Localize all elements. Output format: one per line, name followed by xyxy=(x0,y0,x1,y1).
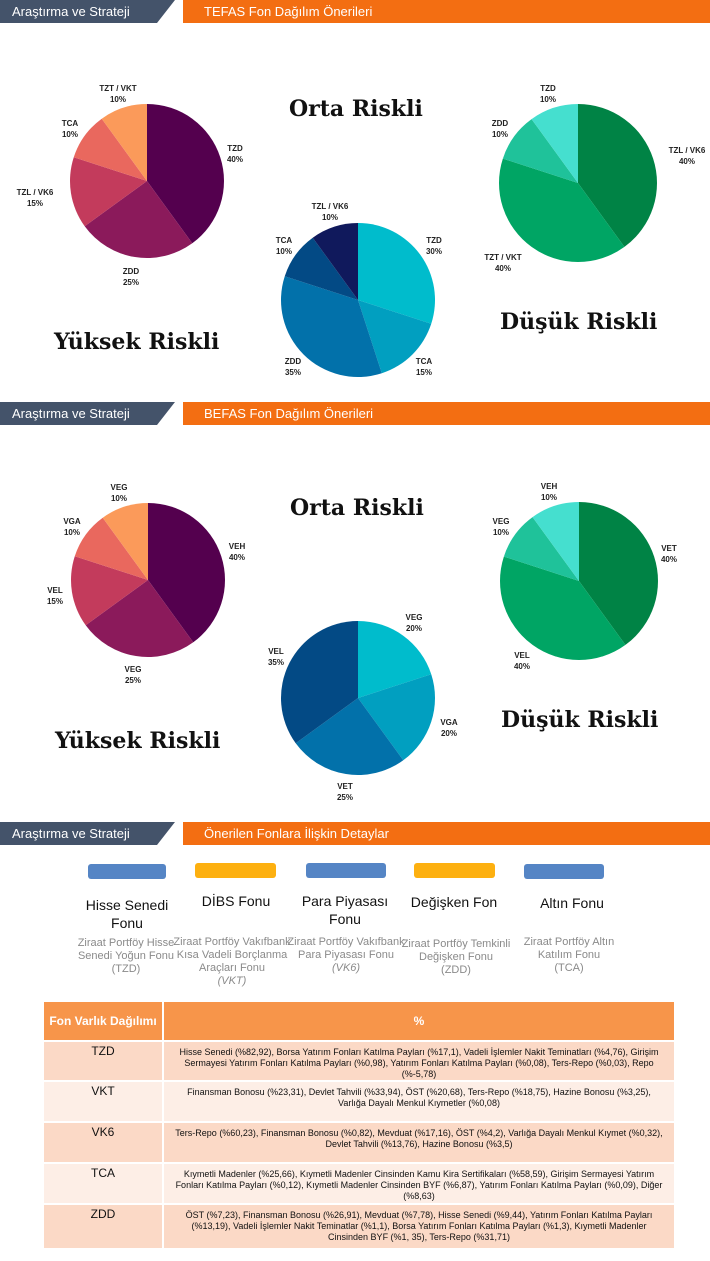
fund-color-bar xyxy=(524,864,604,879)
banner-title: Önerilen Fonlara İlişkin Detaylar xyxy=(204,826,389,841)
banner-left-label: Araştırma ve Strateji xyxy=(12,4,130,19)
pie-slice-label: TCA xyxy=(61,119,79,128)
fund-desc-hisse xyxy=(66,937,186,976)
pie-slice-label: ZDD xyxy=(122,267,140,276)
fund-desc-text: Ziraat Portföy Temkinli Değişken Fonu xyxy=(401,938,511,963)
table-cell-detail: Ters-Repo (%60,23), Finansman Bonosu (%0,82), Mevduat (%17,16), ÖST (%4,2), Varlığa Dayalı Menkul Kıymet (%0,32), Devlet Tahvili (%13,76), Hazine Bonosu (%3,5) xyxy=(163,1122,674,1163)
table-cell-detail: Hisse Senedi (%82,92), Borsa Yatırım Fonları Katılma Payları (%17,1), Vadeli İşlemler Nakit Teminatları (%4,76), Girişim Sermayesi Yatırım Fonları Katılma Payları (%0,98), Yatırım Fonları Katılma Payları (%0,08), Ters-Repo (%0,03), Repo (%-5,78) xyxy=(163,1041,674,1081)
pie-slice-value: 15% xyxy=(46,597,64,606)
table-row xyxy=(44,1041,674,1081)
pie-befas-orta xyxy=(268,613,458,802)
pie-slice-value: 10% xyxy=(539,95,557,104)
table-cell-detail: ÖST (%7,23), Finansman Bonosu (%26,91), Mevduat (%7,78), Hisse Senedi (%9,44), Yatırım Fonları Katılma Payları (%13,19), Vadeli İşlemler Nakit Teminatlar (%1,1), Borsa Yatırım Fonları Katılma Payları (%1,3), Kıymetli Madenler Cinsinden BYF (%1, 35), Ters-Repo (%31,71) xyxy=(163,1204,674,1248)
fund-desc-altin xyxy=(509,936,629,975)
pie-slice-label: VEH xyxy=(540,482,558,491)
banner-left-label: Araştırma ve Strateji xyxy=(12,406,130,421)
pie-slice-label: TZL / VK6 xyxy=(311,202,349,211)
pie-slice-label: VEH xyxy=(228,542,246,551)
pie-slice-label: TZD xyxy=(426,236,442,245)
fund-title-degisken: Değişken Fon xyxy=(410,894,498,910)
table-cell-code: TCA xyxy=(44,1163,163,1204)
pie-slice-value: 20% xyxy=(440,729,458,738)
pie-slice-label: VET xyxy=(661,544,677,553)
pie-slice-label: ZDD xyxy=(284,357,302,366)
fund-title-altin: Altın Fonu xyxy=(540,895,604,911)
pie-tefas-orta xyxy=(276,202,442,377)
table-cell-code: ZDD xyxy=(44,1204,163,1248)
pie-slice-label: TZD xyxy=(227,144,243,153)
pie-slice-value: 30% xyxy=(425,247,443,256)
tefas-yuksek-title: Yüksek Riskli xyxy=(54,329,220,355)
fund-color-bar xyxy=(414,863,495,878)
pie-slice-value: 15% xyxy=(415,368,433,377)
pie-slice-label: ZDD xyxy=(491,119,509,128)
pie-slice-value: 15% xyxy=(26,199,44,208)
fund-desc-dibs xyxy=(169,936,295,988)
pie-slice-label: TZL / VK6 xyxy=(16,188,54,197)
fund-allocation-table xyxy=(44,1002,674,1248)
table-cell-code: VK6 xyxy=(44,1122,163,1163)
pie-slice-value: 40% xyxy=(226,155,244,164)
pie-slice-label: TCA xyxy=(415,357,433,366)
pie-slice-label: TZT / VKT xyxy=(484,253,522,262)
pie-slice-label: VEL xyxy=(47,586,63,595)
table-row xyxy=(44,1081,674,1122)
pie-slice-value: 35% xyxy=(267,658,285,667)
table-cell-detail: Finansman Bonosu (%23,31), Devlet Tahvili (%33,94), ÖST (%20,68), Ters-Repo (%18,75), Hazine Bonosu (%3,25), Varlığa Dayalı Menkul Kıymetler (%0,08) xyxy=(163,1081,674,1122)
table-row xyxy=(44,1163,674,1204)
pie-slice-label: VEL xyxy=(268,647,284,656)
pie-befas-yuksek xyxy=(47,483,245,685)
table-row xyxy=(44,1122,674,1163)
pie-slice-label: TCA xyxy=(275,236,293,245)
pie-slice-value: 40% xyxy=(660,555,678,564)
table-cell-code: TZD xyxy=(44,1041,163,1081)
banner-title: TEFAS Fon Dağılım Önerileri xyxy=(204,4,373,19)
table-header-fon: Fon Varlık Dağılımı xyxy=(44,1002,163,1041)
fund-desc-text: Ziraat Portföy Vakıfbank Para Piyasası Fonu xyxy=(287,936,405,961)
pie-slice-value: 10% xyxy=(275,247,293,256)
pie-slice-value: 25% xyxy=(122,278,140,287)
table-cell-detail: Kıymetli Madenler (%25,66), Kıymetli Madenler Cinsinden Kamu Kira Sertifikaları (%58,59), Girişim Sermayesi Yatırım Fonları Katılma Payları (%0,12), Kıymetli Madenler Cinsinden BYF (%6,87), Yatırım Fonları Katılma Payları (%0,09), Diğer (%8,63) xyxy=(163,1163,674,1204)
pie-slice-value: 20% xyxy=(405,624,423,633)
pie-slice-value: 10% xyxy=(63,528,81,537)
befas-dusuk-title: Düşük Riskli xyxy=(501,707,659,733)
pie-slice-label: TZD xyxy=(540,84,556,93)
befas-yuksek-title: Yüksek Riskli xyxy=(55,728,221,754)
pie-slice-value: 10% xyxy=(492,528,510,537)
pie-slice-label: VEG xyxy=(124,665,142,674)
pie-tefas-yuksek xyxy=(17,84,243,287)
pie-slice-value: 10% xyxy=(491,130,509,139)
pie-slice-label: VEG xyxy=(405,613,423,622)
fund-color-bar xyxy=(306,863,386,878)
pie-slice-label: VGA xyxy=(440,718,458,727)
fund-desc-text: Ziraat Portföy Altın Katılım Fonu xyxy=(523,936,615,961)
pie-slice-value: 10% xyxy=(109,95,127,104)
fund-color-bar xyxy=(195,863,276,878)
fund-desc-para xyxy=(286,936,406,975)
fund-code: (VK6) xyxy=(331,962,361,974)
pie-slice-value: 25% xyxy=(336,793,354,802)
pie-slice-value: 10% xyxy=(540,493,558,502)
pie-slice-value: 10% xyxy=(110,494,128,503)
fund-desc-text: Ziraat Portföy Vakıfbank Kısa Vadeli Borçlanma Araçları Fonu xyxy=(173,936,291,974)
pie-slice-label: TZT / VKT xyxy=(99,84,137,93)
pie-slice-label: VEG xyxy=(110,483,128,492)
fund-desc-text: Ziraat Portföy Hisse Senedi Yoğun Fonu xyxy=(77,937,175,962)
tefas-dusuk-title: Düşük Riskli xyxy=(500,309,658,335)
pie-slice-value: 40% xyxy=(678,157,696,166)
fund-code: (ZDD) xyxy=(441,964,471,976)
pie-slice-label: VEL xyxy=(514,651,530,660)
fund-title-para: Para Piyasası Fonu xyxy=(301,893,389,927)
table-row xyxy=(44,1204,674,1248)
pie-slice-value: 40% xyxy=(494,264,512,273)
pie-slice-label: VGA xyxy=(63,517,81,526)
pie-befas-dusuk xyxy=(493,482,677,671)
banner-title: BEFAS Fon Dağılım Önerileri xyxy=(204,406,374,421)
fund-desc-degisken xyxy=(396,938,516,977)
pie-slice-value: 40% xyxy=(228,553,246,562)
fund-title-dibs: DİBS Fonu xyxy=(201,893,271,909)
pie-slice-value: 10% xyxy=(321,213,339,222)
pie-slice-label: VEG xyxy=(492,517,510,526)
pie-slice-value: 10% xyxy=(61,130,79,139)
table-cell-code: VKT xyxy=(44,1081,163,1122)
pie-slice-label: TZL / VK6 xyxy=(668,146,706,155)
pie-slice-label: VET xyxy=(337,782,353,791)
pie-tefas-dusuk xyxy=(484,84,706,273)
fund-code: (TZD) xyxy=(111,963,141,975)
fund-code: (TCA) xyxy=(554,962,584,974)
pie-slice-value: 35% xyxy=(284,368,302,377)
pie-slice-value: 25% xyxy=(124,676,142,685)
pie-slice-value: 40% xyxy=(513,662,531,671)
befas-orta-title: Orta Riskli xyxy=(290,495,424,521)
section-banner-details xyxy=(0,822,710,845)
fund-code: (VKT) xyxy=(217,975,247,987)
fund-title-hisse: Hisse Senedi Fonu xyxy=(85,897,169,931)
table-header-percent: % xyxy=(163,1002,674,1041)
banner-left-label: Araştırma ve Strateji xyxy=(12,826,130,841)
fund-color-bar xyxy=(88,864,166,879)
tefas-orta-title: Orta Riskli xyxy=(289,96,423,122)
